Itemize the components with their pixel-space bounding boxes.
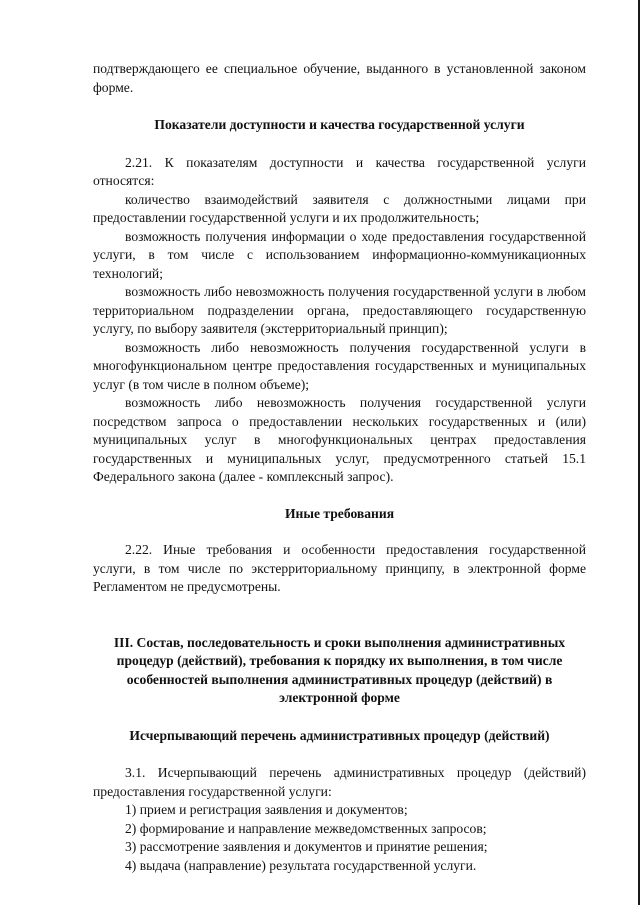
paragraph-2-21: 2.21. К показателям доступности и качества государственной услуги относятся: (93, 154, 586, 188)
paragraph-extraterritorial: возможность либо невозможность получения государственной услуги в любом территориальном подразделении органа, предоставляющего государственную услугу, по выбору заявителя (экстерриториальный принцип); (93, 284, 586, 336)
paragraph-2-22: 2.22. Иные требования и особенности предоставления государственной услуги, в том числе по экстерриториальному принципу, в электронной форме Регламентом не предусмотрены. (93, 542, 586, 594)
paragraph-info-possibility: возможность получения информации о ходе предоставления государственной услуги, в том числе с использованием информационно-коммуникационных технологий; (93, 228, 586, 281)
list-item-2: 2) формирование и направление межведомственных запросов; (125, 820, 487, 836)
list-item-1: 1) прием и регистрация заявления и документов; (125, 802, 408, 817)
list-item-3: 3) рассмотрение заявления и документов и принятие решения; (125, 839, 488, 854)
list-item-4: 4) выдача (направление) результата государственной услуги. (125, 857, 477, 873)
document-content (93, 60, 586, 875)
chapter-heading-iii: III. Состав, последовательность и сроки выполнения административных процедур (действий), требования к порядку их выполнения, в том числе особенностей выполнения административных процедур (действий) в электронной форме (113, 634, 566, 705)
section-heading-other-requirements: Иные требования (284, 505, 395, 521)
section-heading-availability: Показатели доступности и качества государственной услуги (154, 117, 525, 132)
paragraph-mfc: возможность либо невозможность получения государственной услуги в многофункциональном центре предоставления государственных и муниципальных услуг (в том числе в полном объеме); (93, 339, 586, 392)
paragraph-interactions-count: количество взаимодействий заявителя с должностными лицами при предоставлении государственной услуги и их продолжительность; (93, 191, 586, 225)
paragraph-continuation: подтверждающего ее специальное обучение, выданного в установленной законом форме. (93, 61, 586, 95)
paragraph-complex-request: возможность либо невозможность получения государственной услуги посредством запроса о предоставлении нескольких государственных и (или) муниципальных услуг в многофункциональных центрах предоставления государственных и муниципальных услуг, предусмотренного статьей 15.1 Федерального закона (далее - комплексный запрос). (93, 395, 586, 484)
section-heading-procedures-list: Исчерпывающий перечень административных процедур (действий) (129, 727, 550, 743)
paragraph-3-1: 3.1. Исчерпывающий перечень административных процедур (действий) предоставления государственной услуги: (93, 765, 586, 799)
